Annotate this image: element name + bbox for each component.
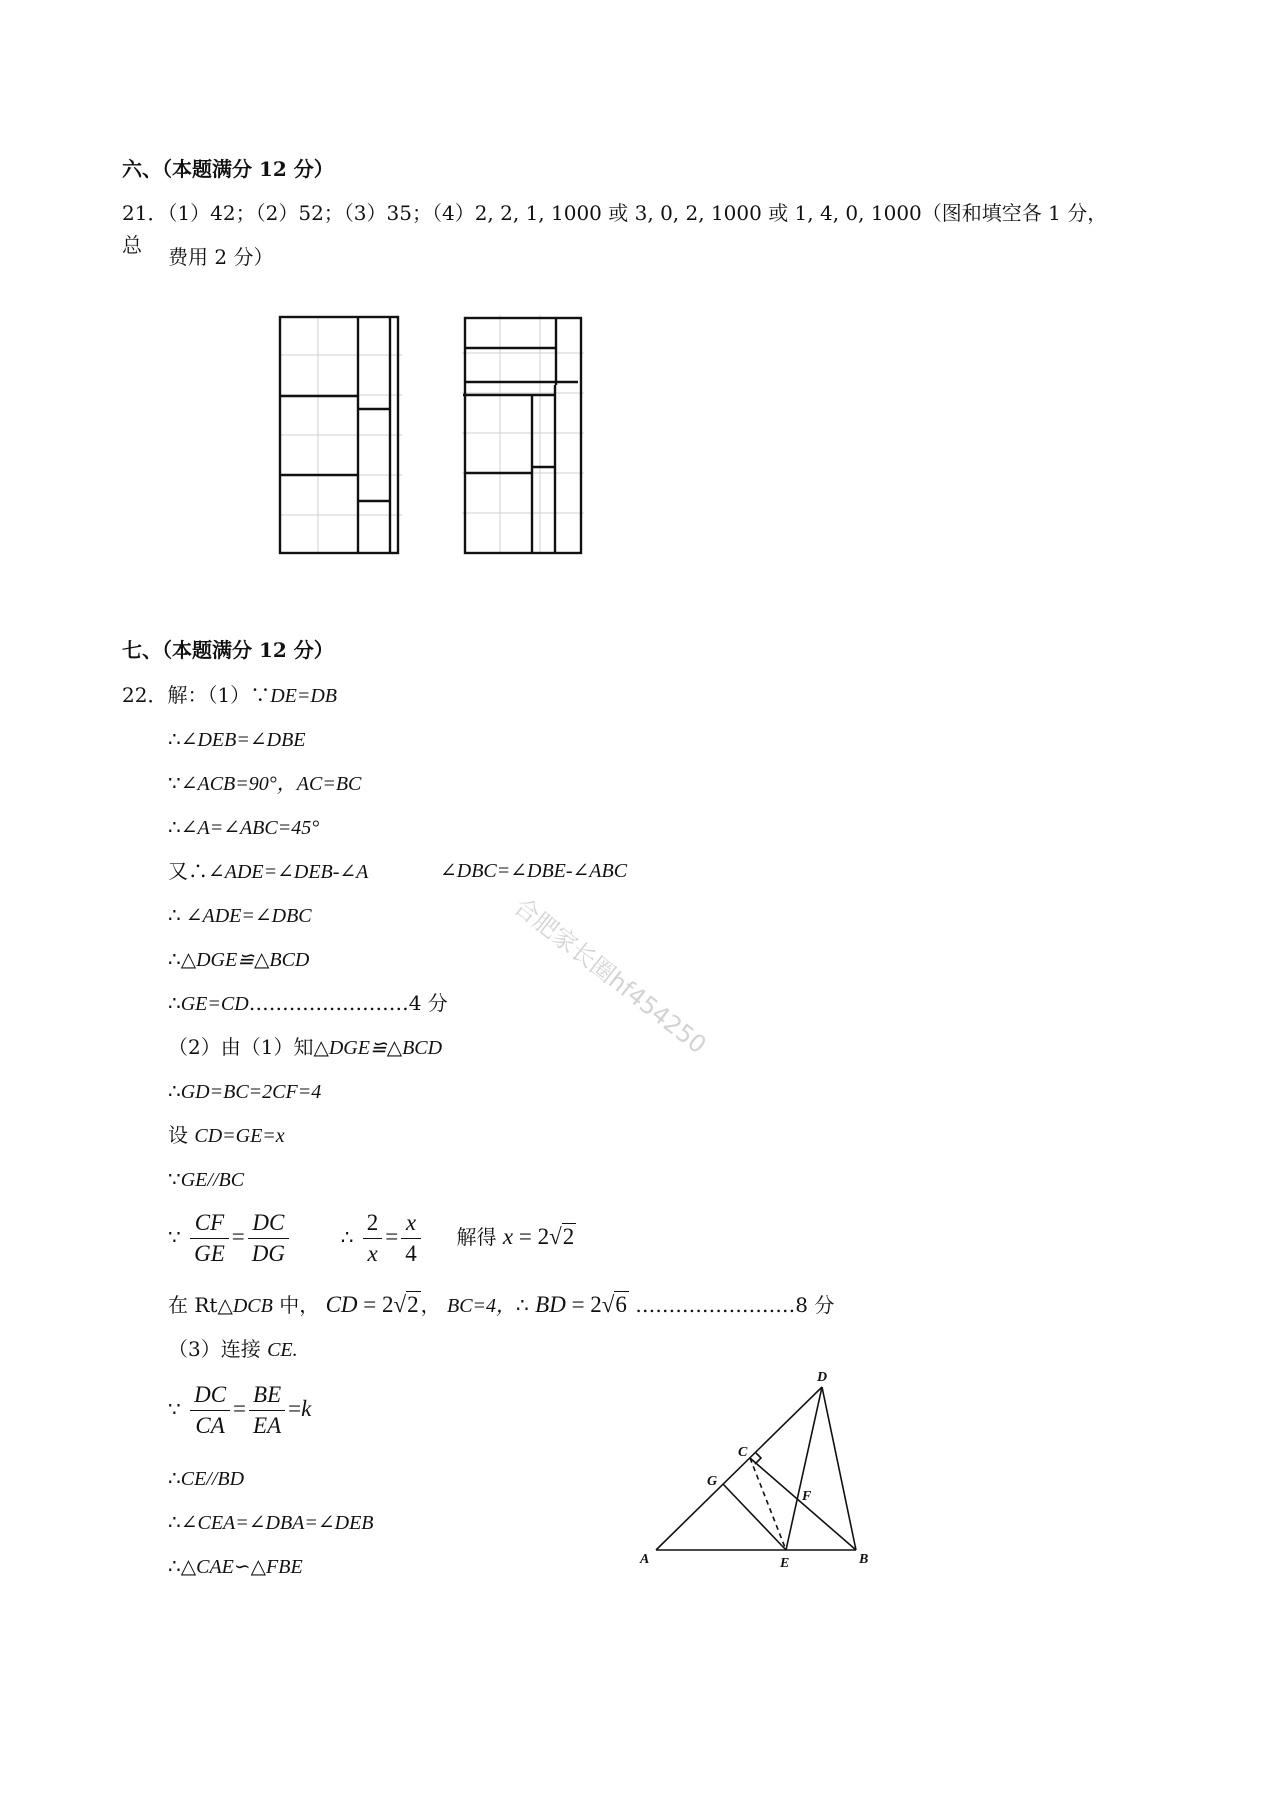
q22-part3-line: [168, 1336, 298, 1363]
label-g: G: [707, 1474, 718, 1489]
stmt-angle-dbc: ∠DBC=∠DBE-∠ABC: [440, 860, 628, 882]
therefore-symbol: ∴: [168, 947, 181, 971]
part2-congruent: △DGE≌△BCD: [313, 1037, 443, 1059]
label-e: E: [780, 1556, 790, 1571]
because-symbol: ∵: [168, 771, 181, 795]
because-symbol: ∵: [250, 683, 271, 707]
fraction-dc-dg: $\frac{DC}{DG}$: [248, 1208, 289, 1269]
q22-line-similar: [168, 1553, 303, 1580]
score-4: ……………………4 分: [248, 991, 448, 1015]
part3-ce: CE.: [267, 1339, 298, 1361]
because-symbol: ∵: [168, 1225, 181, 1249]
fraction-x-4: $\frac{x}{4}$: [401, 1208, 421, 1269]
q22-proportion-line: ∵ $\frac{CF}{GE}$ = $\frac{DC}{DG}$ ∴ $\frac{2}{x}$ = $\frac{x}{4}$ 解得 x = 2√2: [168, 1202, 576, 1272]
watermark: 合肥家长圈hf454250: [508, 892, 712, 1060]
q22-line-7: [168, 946, 309, 973]
therefore-symbol: ∴: [168, 1554, 181, 1578]
q22-line-11: [168, 1122, 285, 1149]
part2-prefix: （2）由（1）知: [168, 1035, 314, 1059]
solve-label: 解得: [456, 1225, 497, 1249]
rt-prefix: 在 Rt: [168, 1293, 218, 1317]
therefore-symbol: ∴: [516, 1293, 529, 1317]
q21-margin-char: 总: [122, 233, 142, 257]
therefore-symbol: ∴: [168, 991, 181, 1015]
stmt-ge-parallel-bc: GE//BC: [180, 1169, 245, 1191]
q22-ratio-line: ∵ $\frac{DC}{CA}$ = $\frac{BE}{EA}$ =k: [168, 1374, 311, 1444]
fraction-2-x: $\frac{2}{x}$: [363, 1208, 383, 1269]
q21-answer-line2: 费用 2 分）: [168, 245, 274, 269]
therefore-symbol: ∴: [340, 1225, 354, 1249]
triangle-figure: [630, 1365, 890, 1575]
therefore-symbol: ∴: [188, 859, 208, 883]
ratio-k: k: [301, 1396, 312, 1421]
stmt-angle-deb-dbe: ∠DEB=∠DBE: [180, 729, 306, 751]
stmt-similar: △CAE∽△FBE: [180, 1556, 303, 1578]
stmt-ge-cd: GE=CD: [180, 993, 249, 1015]
therefore-symbol: ∴: [168, 727, 181, 751]
stmt-angle-ade-dbc: ∠ADE=∠DBC: [180, 905, 312, 927]
label-c: C: [738, 1445, 748, 1460]
q22-line-2: [168, 726, 306, 753]
stmt-ac-bc: AC=BC: [296, 773, 362, 795]
section-6-heading: 六、（本题满分 12 分）: [122, 157, 334, 181]
q22-line-12: [168, 1166, 244, 1193]
fraction-be-ea: $\frac{BE}{EA}$: [249, 1380, 285, 1441]
stmt-ce-parallel-bd: CE//BD: [180, 1468, 245, 1490]
stmt-angle-cea: ∠CEA=∠DBA=∠DEB: [180, 1512, 374, 1534]
fraction-cf-ge: $\frac{CF}{GE}$: [190, 1208, 229, 1269]
label-f: F: [802, 1489, 812, 1504]
stmt-let-x: CD=GE=x: [194, 1125, 285, 1147]
q22-line-6: [168, 902, 312, 929]
tiling-figure-right: [460, 313, 586, 555]
stmt-gd-bc: GD=BC=2CF=4: [180, 1081, 322, 1103]
therefore-symbol: ∴: [168, 815, 181, 839]
because-symbol: ∵: [168, 1167, 181, 1191]
therefore-symbol: ∴: [168, 1079, 181, 1103]
score-8: ……………………8 分: [635, 1293, 835, 1317]
q22-rt-line: 在 Rt△DCB 中， CD = 2√2 ， BC=4，∴ BD = 2√6 ……………………8 分: [168, 1292, 835, 1317]
stmt-de-db: DE=DB: [270, 685, 338, 707]
q22-line-3: [168, 770, 361, 797]
stmt-angle-acb: ∠ACB=90°，: [180, 773, 297, 795]
cd-value: CD = 2√2: [325, 1292, 419, 1317]
label-d: D: [817, 1370, 828, 1385]
q22-line-1: [122, 682, 337, 709]
therefore-symbol: ∴: [168, 903, 181, 927]
q21-answer-line1: 21．（1）42；（2）52；（3）35；（4）2, 2, 1, 1000 或 3, 0, 2, 1000 或 1, 4, 0, 1000（图和填空各 1 分，: [122, 201, 1108, 225]
q22-line-8: [168, 990, 448, 1017]
stmt-angle-ade: ∠ADE=∠DEB-∠A: [208, 861, 369, 883]
because-symbol: ∵: [168, 1397, 181, 1421]
q22-line-ce-bd: [168, 1465, 244, 1492]
tiling-figure-left: [278, 315, 404, 555]
bd-value: BD = 2√6: [535, 1292, 627, 1317]
q22-line-5: [168, 858, 368, 885]
q22-line-angles: [168, 1509, 374, 1536]
q22-part2-line: [168, 1034, 442, 1061]
label-b: B: [859, 1552, 869, 1567]
stmt-angle-a-abc: ∠A=∠ABC=45°: [180, 817, 320, 839]
rt-mid: 中，: [272, 1293, 320, 1317]
section-7-heading: 七、（本题满分 12 分）: [122, 638, 334, 662]
fraction-dc-ca: $\frac{DC}{CA}$: [190, 1380, 230, 1441]
q22-line-10: [168, 1078, 321, 1105]
part3-prefix: （3）连接: [168, 1337, 268, 1361]
solution-x: x = 2√2: [502, 1224, 575, 1249]
q22-line-4: [168, 814, 319, 841]
q22-label: 22．解：（1）: [122, 683, 251, 707]
let-prefix: 设: [168, 1123, 195, 1147]
rt-triangle: △DCB: [217, 1295, 273, 1317]
label-a: A: [640, 1552, 650, 1567]
therefore-symbol: ∴: [168, 1466, 181, 1490]
bc-value: BC=4，: [446, 1295, 517, 1317]
stmt-congruent: △DGE≌△BCD: [180, 949, 310, 971]
therefore-symbol: ∴: [168, 1510, 181, 1534]
also-prefix: 又: [168, 859, 188, 883]
